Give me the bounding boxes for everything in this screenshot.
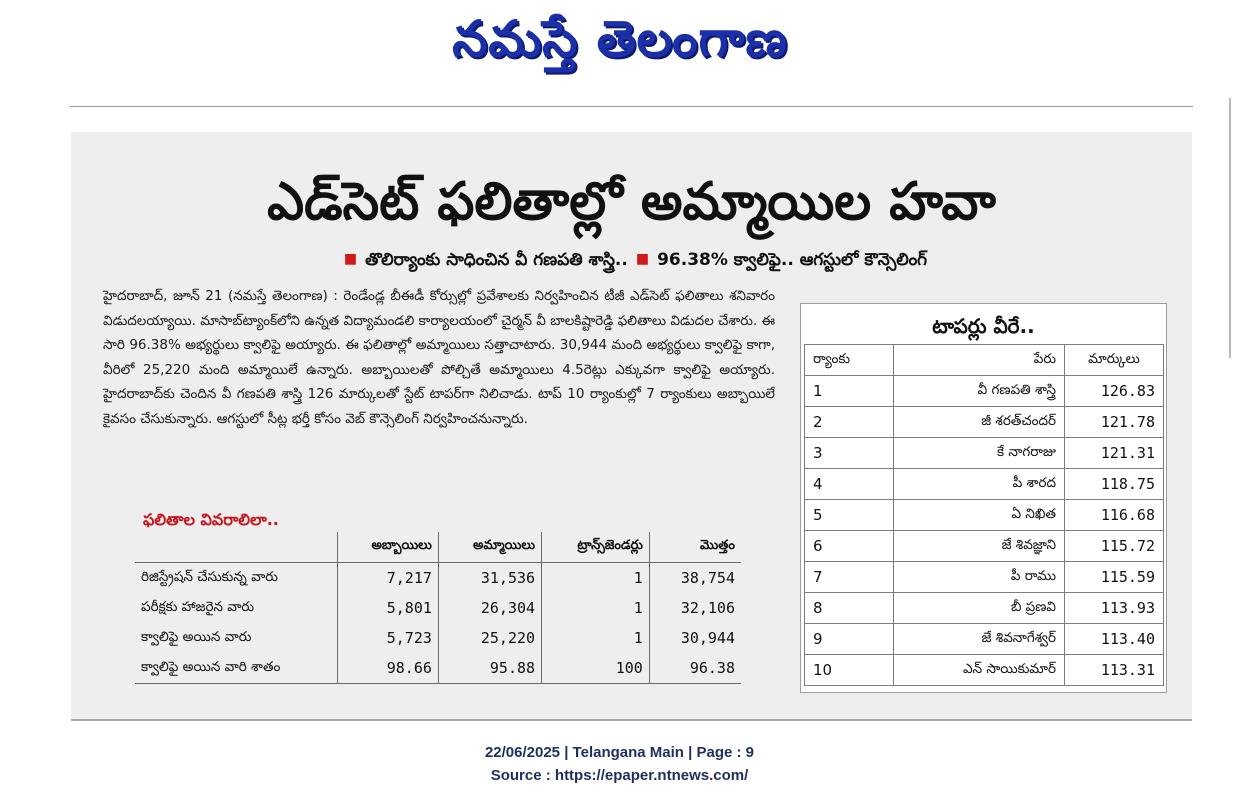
results-header-row	[135, 532, 741, 563]
girls-count: 31,536	[438, 563, 541, 594]
marks-cell: 113.40	[1065, 624, 1164, 655]
transgender-count: 1	[542, 623, 650, 653]
red-bullet-icon: ■	[343, 251, 358, 267]
rank-cell: 6	[805, 531, 894, 562]
table-row	[805, 500, 1164, 531]
girls-percent: 95.88	[438, 653, 541, 684]
table-row	[135, 593, 741, 623]
girls-count: 25,220	[438, 623, 541, 653]
name-cell: పీ రాము	[894, 562, 1065, 593]
toppers-header-row	[805, 345, 1164, 376]
marks-cell: 121.31	[1065, 438, 1164, 469]
marks-cell: 126.83	[1065, 376, 1164, 407]
boys-count: 5,801	[338, 593, 439, 623]
name-cell: వీ గణపతి శాస్త్రి	[894, 376, 1065, 407]
results-table-title: ఫలితాల వివరాలిలా..	[143, 510, 279, 529]
rank-header: ర్యాంకు	[805, 345, 894, 376]
results-table	[135, 532, 741, 684]
marks-cell: 116.68	[1065, 500, 1164, 531]
footer-source-link[interactable]: Source : https://epaper.ntnews.com/	[490, 767, 749, 784]
rank-cell: 9	[805, 624, 894, 655]
name-cell: జే శివజ్ఞాని	[894, 531, 1065, 562]
rank-cell: 3	[805, 438, 894, 469]
name-cell: ఎన్ సాయికుమార్	[894, 655, 1065, 686]
table-row	[805, 469, 1164, 500]
page-edge-mark	[1229, 98, 1231, 358]
table-row	[135, 563, 741, 594]
article-subheadings	[71, 244, 1192, 275]
masthead-logo: నమస్తే తెలంగాణ	[452, 10, 788, 68]
marks-cell: 118.75	[1065, 469, 1164, 500]
results-header-cell: అమ్మాయిలు	[438, 532, 541, 563]
row-label: క్వాలిఫై అయిన వారు	[141, 628, 252, 645]
rank-cell: 7	[805, 562, 894, 593]
table-row	[805, 438, 1164, 469]
total-count: 38,754	[649, 563, 741, 594]
footer-edition-info: 22/06/2025 | Telangana Main | Page : 9	[484, 744, 755, 761]
boys-count: 5,723	[338, 623, 439, 653]
article-clipping	[71, 132, 1192, 721]
total-count: 30,944	[649, 623, 741, 653]
rank-cell: 10	[805, 655, 894, 686]
boys-percent: 98.66	[338, 653, 439, 684]
rank-cell: 8	[805, 593, 894, 624]
transgender-count: 1	[542, 593, 650, 623]
marks-header: మార్కులు	[1065, 345, 1164, 376]
marks-cell: 113.31	[1065, 655, 1164, 686]
marks-cell: 121.78	[1065, 407, 1164, 438]
girls-count: 26,304	[438, 593, 541, 623]
table-row	[805, 593, 1164, 624]
name-cell: పీ శారద	[894, 469, 1065, 500]
table-row	[805, 624, 1164, 655]
marks-cell: 115.72	[1065, 531, 1164, 562]
row-label: రిజిస్ట్రేషన్ చేసుకున్న వారు	[141, 568, 278, 585]
article-body: హైదరాబాద్, జూన్ 21 (నమస్తే తెలంగాణ) : రెండేండ్ల బీఈడీ కోర్సుల్లో ప్రవేశాలకు నిర్వహించిన టీజీ ఎడ్‌సెట్ ఫలితాలు శనివారం విడుదలయ్యాయి. మాసాబ్‌ట్యాంక్‌లోని ఉన్నత విద్యామండలి కార్యాలయంలో చైర్మన్ వీ బాలకిష్టారెడ్డి ఫలితాలు విడుదల చేశారు. ఈ సారి 96.38% అభ్యర్థులు క్వాలిఫై అయ్యారు. ఈ ఫలితాల్లో అమ్మాయిలు సత్తాచాటారు. 30,944 మంది అభ్యర్థులు క్వాలిఫై కాగా, వీరిలో 25,220 మంది అమ్మాయిలే ఉన్నారు. అబ్బాయిలతో పోల్చితే అమ్మాయిలు 4.5రెట్లు ఎక్కువగా క్వాలిఫై అయ్యారు. హైదరాబాద్‌కు చెందిన వీ గణపతి శాస్త్రి 126 మార్కులతో స్టేట్ టాపర్‌గా నిలిచాడు. టాప్ 10 ర్యాంకుల్లో 7 ర్యాంకులు అబ్బాయిలే కైవసం చేసుకున్నారు. ఆగస్టులో సీట్ల భర్తీ కోసం వెబ్ కౌన్సెలింగ్ నిర్వహించనున్నారు.	[103, 288, 775, 427]
rank-cell: 1	[805, 376, 894, 407]
boys-count: 7,217	[338, 563, 439, 594]
rank-cell: 4	[805, 469, 894, 500]
results-header-cell: ట్రాన్స్‌జెండర్లు	[542, 532, 650, 563]
toppers-box	[800, 303, 1167, 693]
subheading-2: 96.38% క్వాలిఫై.. ఆగస్టులో కౌన్సెలింగ్	[657, 250, 928, 270]
toppers-title: టాపర్లు వీరే..	[932, 314, 1035, 338]
article-headline: ఎడ్‌సెట్ ఫలితాల్లో అమ్మాయిల హవా	[267, 172, 996, 232]
table-row	[805, 531, 1164, 562]
table-row	[805, 407, 1164, 438]
transgender-percent: 100	[542, 653, 650, 684]
table-row	[135, 653, 741, 684]
total-count: 32,106	[649, 593, 741, 623]
subheading-1: తొలిర్యాంకు సాధించిన వీ గణపతి శాస్త్రి..	[365, 250, 628, 270]
row-label: పరీక్షకు హాజరైన వారు	[141, 598, 255, 615]
table-row	[135, 623, 741, 653]
results-header-cell: అబ్బాయిలు	[338, 532, 439, 563]
row-label: క్వాలిఫై అయిన వారి శాతం	[135, 653, 338, 684]
table-row	[805, 562, 1164, 593]
transgender-count: 1	[542, 563, 650, 594]
results-header-cell: మొత్తం	[649, 532, 741, 563]
name-header: పేరు	[894, 345, 1065, 376]
name-cell: ఏ నిఖిత	[894, 500, 1065, 531]
rank-cell: 5	[805, 500, 894, 531]
masthead-divider	[70, 106, 1193, 107]
results-header-cell	[135, 532, 338, 563]
name-cell: బీ ప్రణవి	[894, 593, 1065, 624]
name-cell: జీ శరత్‌చందర్	[894, 407, 1065, 438]
name-cell: కే నాగరాజు	[894, 438, 1065, 469]
marks-cell: 113.93	[1065, 593, 1164, 624]
rank-cell: 2	[805, 407, 894, 438]
toppers-table	[804, 344, 1164, 686]
table-row	[805, 376, 1164, 407]
red-bullet-icon: ■	[635, 251, 650, 267]
total-percent: 96.38	[649, 653, 741, 684]
name-cell: జే శివనాగేశ్వర్	[894, 624, 1065, 655]
marks-cell: 115.59	[1065, 562, 1164, 593]
table-row	[805, 655, 1164, 686]
